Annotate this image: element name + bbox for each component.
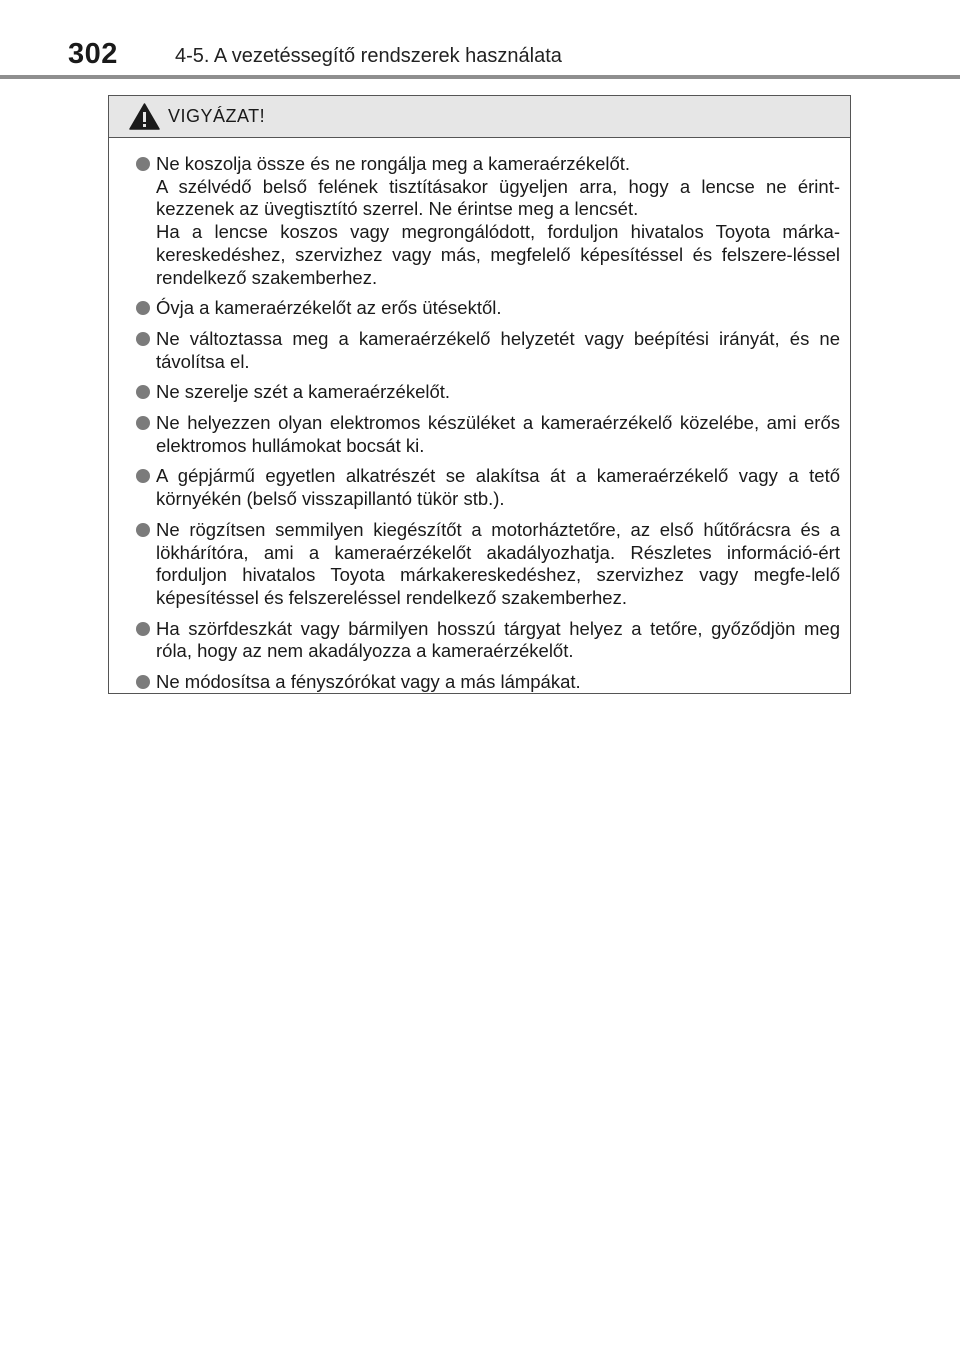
bullet-icon: [136, 675, 150, 689]
warning-item: [136, 671, 840, 694]
warning-item: [136, 153, 840, 289]
bullet-icon: [136, 622, 150, 636]
warning-item-text: Ne koszolja össze és ne rongálja meg a kameraérzékelőt.: [156, 153, 631, 174]
bullet-icon: [136, 385, 150, 399]
warning-item-text: Ne módosítsa a fényszórókat vagy a más lámpákat.: [156, 671, 581, 693]
warning-header: [109, 96, 850, 138]
bullet-icon: [136, 416, 150, 430]
warning-item: [136, 465, 840, 510]
section-title: 4-5. A vezetéssegítő rendszerek használata: [175, 45, 562, 67]
warning-item: [136, 618, 840, 663]
warning-item: [136, 412, 840, 457]
warning-item-text: Óvja a kameraérzékelőt az erős ütésektől.: [156, 297, 502, 319]
warning-item-text: Ha a lencse koszos vagy megrongálódott, forduljon hivatalos Toyota márka-kereskedéshez, szervizhez vagy más, megfelelő képesítéssel és felszere-léssel rendelkező szakemberhez.: [156, 221, 840, 288]
page-number: 302: [68, 38, 118, 70]
bullet-icon: [136, 157, 150, 171]
warning-list: [109, 138, 850, 694]
page-header: [0, 0, 960, 80]
bullet-icon: [136, 332, 150, 346]
warning-item-text: Ne rögzítsen semmilyen kiegészítőt a motorháztetőre, az első hűtőrácsra és a lökhárítóra, ami a kameraérzékelőt akadályozhatja. Részletes információ-ért forduljon hivatalos Toyota márkakereskedéshez, szervizhez vagy megfe-lelő képesítéssel és felszereléssel rendelkező szakemberhez.: [156, 518, 840, 608]
warning-item-text: Ne szerelje szét a kameraérzékelőt.: [156, 381, 451, 403]
warning-item-text: A szélvédő belső felének tisztításakor ügyeljen arra, hogy a lencse ne érint-kezzenek az üvegtisztító szerrel. Ne érintse meg a lencsét.: [156, 175, 840, 220]
header-rule: [0, 75, 960, 79]
bullet-icon: [136, 469, 150, 483]
warning-box: [108, 95, 851, 694]
warning-item-text: A gépjármű egyetlen alkatrészét se alakítsa át a kameraérzékelő vagy a tető környékén (belső visszapillantó tükör stb.).: [156, 465, 840, 510]
warning-item-text: Ne változtassa meg a kameraérzékelő helyzetét vagy beépítési irányát, és ne távolítsa el.: [156, 327, 840, 372]
warning-item: [136, 519, 840, 610]
bullet-icon: [136, 523, 150, 537]
warning-item: [136, 297, 840, 320]
warning-triangle-icon: [129, 103, 160, 130]
warning-item-text: Ha szörfdeszkát vagy bármilyen hosszú tárgyat helyez a tetőre, győződjön meg róla, hogy az nem akadályozza a kameraérzékelőt.: [156, 617, 840, 662]
warning-item-text: Ne helyezzen olyan elektromos készüléket a kameraérzékelő közelébe, ami erős elektromos hullámokat bocsát ki.: [156, 412, 840, 456]
warning-title: VIGYÁZAT!: [168, 106, 266, 126]
warning-item: [136, 381, 840, 404]
warning-item: [136, 328, 840, 373]
bullet-icon: [136, 301, 150, 315]
